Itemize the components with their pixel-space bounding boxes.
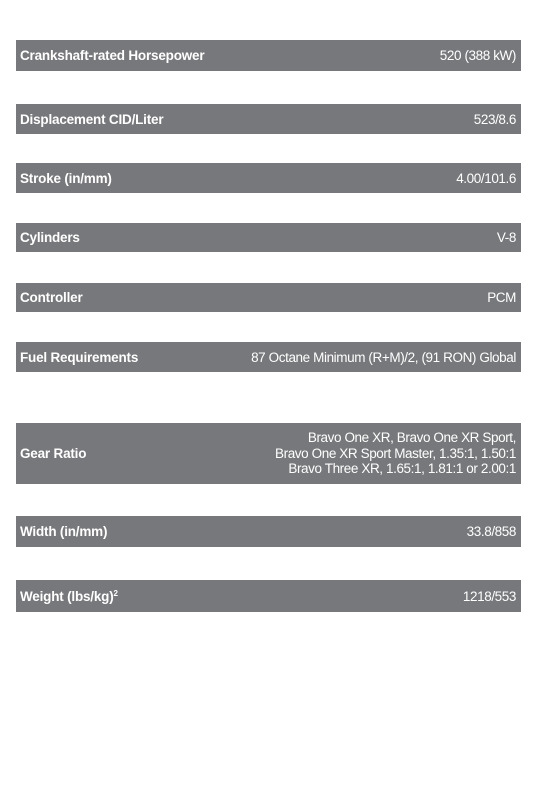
spec-label: Crankshaft-rated Horsepower [20,48,205,63]
footnote-marker: 2 [113,588,118,598]
spec-row-gear-ratio [16,423,521,484]
spec-label-text: Weight (lbs/kg) [20,588,114,604]
spec-label: Gear Ratio [20,446,87,461]
spec-value: 1218/553 [462,588,516,604]
spec-label: Stroke (in/mm) [20,170,112,186]
spec-row-width [16,516,521,547]
spec-row-displacement [16,104,521,134]
gear-ratio-line: Bravo Three XR, 1.65:1, 1.81:1 or 2.00:1 [288,461,516,477]
spec-value: 523/8.6 [473,111,516,127]
gear-ratio-line: Bravo One XR Sport Master, 1.35:1, 1.50:1 [275,445,516,461]
spec-label [20,589,118,604]
spec-label: Cylinders [20,230,80,245]
spec-value: 520 (388 kW) [439,48,516,63]
spec-row-cylinders [16,223,521,252]
spec-value: 4.00/101.6 [456,170,516,186]
spec-label: Fuel Requirements [20,349,139,365]
spec-label: Width (in/mm) [20,524,108,539]
spec-label: Controller [20,290,83,305]
spec-row-stroke [16,163,521,193]
spec-row-horsepower [16,40,521,71]
spec-value: V-8 [496,230,516,245]
spec-label: Displacement CID/Liter [20,111,164,127]
spec-value: 87 Octane Minimum (R+M)/2, (91 RON) Global [251,349,516,365]
spec-row-controller [16,283,521,312]
spec-row-weight [16,580,521,612]
spec-value [275,430,516,477]
spec-row-fuel-requirements [16,342,521,372]
spec-value: PCM [487,290,516,305]
spec-value: 33.8/858 [466,524,516,539]
gear-ratio-line: Bravo One XR, Bravo One XR Sport, [307,430,516,446]
